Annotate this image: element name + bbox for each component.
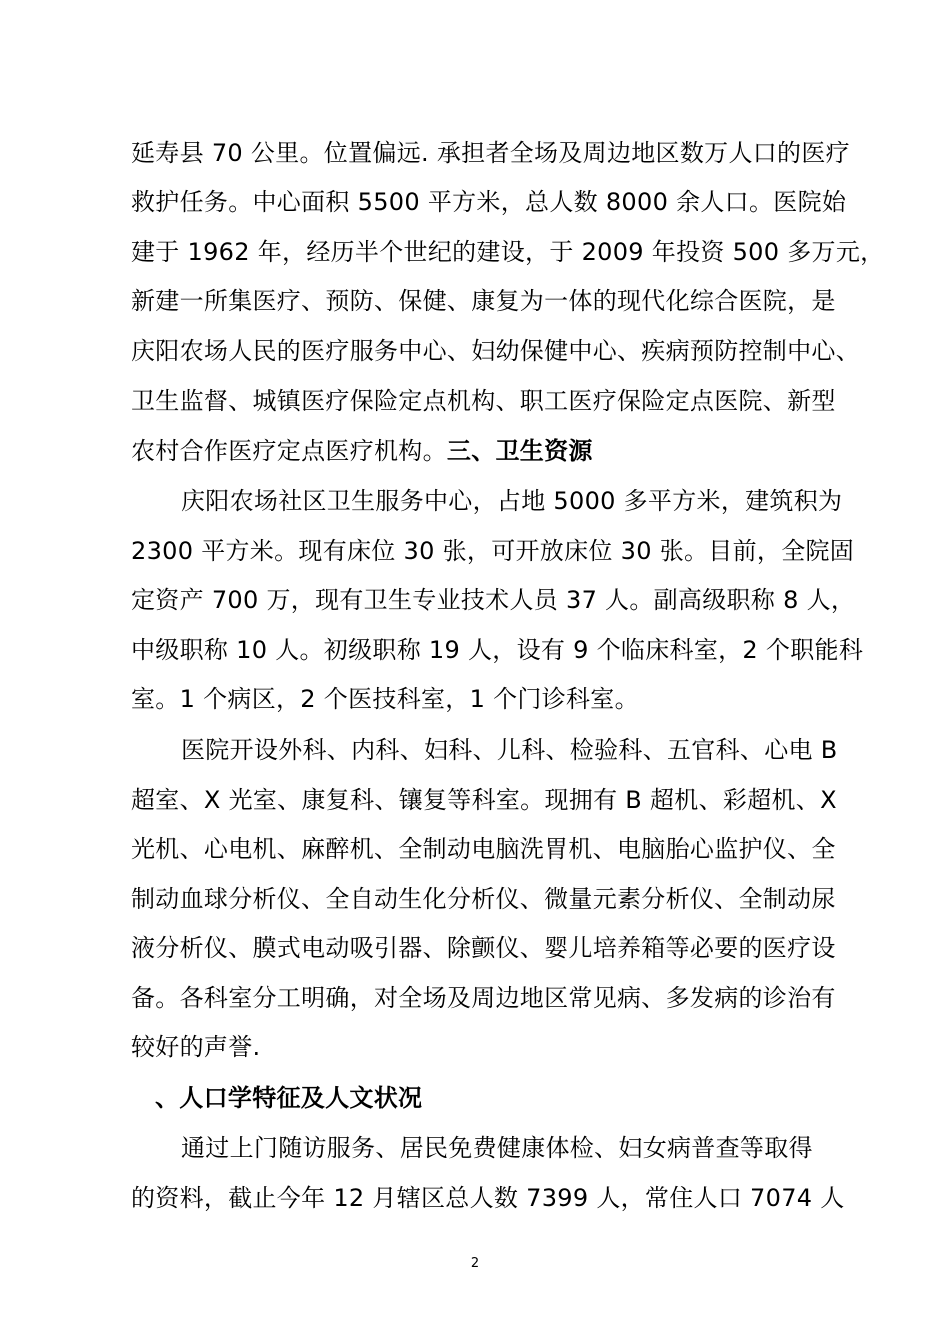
section-heading-demographics: 、人口学特征及人文状况 [155, 1084, 423, 1112]
text-line: 液分析仪、膜式电动吸引器、除颤仪、婴儿培养箱等必要的医疗设 [131, 934, 836, 962]
text-line: 超室、X 光室、康复科、镶复等科室。现拥有 B 超机、彩超机、X [131, 786, 837, 814]
page-number: 2 [470, 1256, 480, 1271]
text-line: 建于 1962 年，经历半个世纪的建设，于 2009 年投资 500 多万元， [131, 238, 885, 266]
text-line: 庆阳农场人民的医疗服务中心、妇幼保健中心、疾病预防控制中心、 [131, 337, 860, 365]
text-line: 的资料，截止今年 12 月辖区总人数 7399 人，常住人口 7074 人 [131, 1184, 845, 1212]
text-line: 备。各科室分工明确，对全场及周边地区常见病、多发病的诊治有 [131, 984, 836, 1012]
text-line: 庆阳农场社区卫生服务中心，占地 5000 多平方米，建筑积为 [181, 487, 843, 515]
text-line: 卫生监督、城镇医疗保险定点机构、职工医疗保险定点医院、新型 [131, 387, 836, 415]
text-line: 救护任务。中心面积 5500 平方米，总人数 8000 余人口。医院始 [131, 188, 847, 216]
text-fragment: 农村合作医疗定点医疗机构。 [131, 437, 447, 465]
text-line: 光机、心电机、麻醉机、全制动电脑洗胃机、电脑胎心监护仪、全 [131, 835, 836, 863]
text-line: 室。1 个病区，2 个医技科室，1 个门诊科室。 [131, 685, 639, 713]
text-line: 制动血球分析仪、全自动生化分析仪、微量元素分析仪、全制动尿 [131, 885, 836, 913]
section-heading-resources: 三、卫生资源 [446, 437, 593, 465]
text-line: 2300 平方米。现有床位 30 张，可开放床位 30 张。目前，全院固 [131, 537, 855, 565]
text-line: 定资产 700 万，现有卫生专业技术人员 37 人。副高级职称 8 人， [131, 586, 856, 614]
text-line: 延寿县 70 公里。位置偏远. 承担者全场及周边地区数万人口的医疗 [131, 139, 850, 167]
text-line: 较好的声誉. [131, 1033, 261, 1061]
text-line-with-heading [131, 436, 593, 466]
text-line: 中级职称 10 人。初级职称 19 人，设有 9 个临床科室，2 个职能科 [131, 636, 864, 664]
text-line: 医院开设外科、内科、妇科、儿科、检验科、五官科、心电 B [181, 736, 838, 764]
text-line: 通过上门随访服务、居民免费健康体检、妇女病普查等取得 [181, 1134, 813, 1162]
text-line: 新建一所集医疗、预防、保健、康复为一体的现代化综合医院，是 [131, 287, 836, 315]
